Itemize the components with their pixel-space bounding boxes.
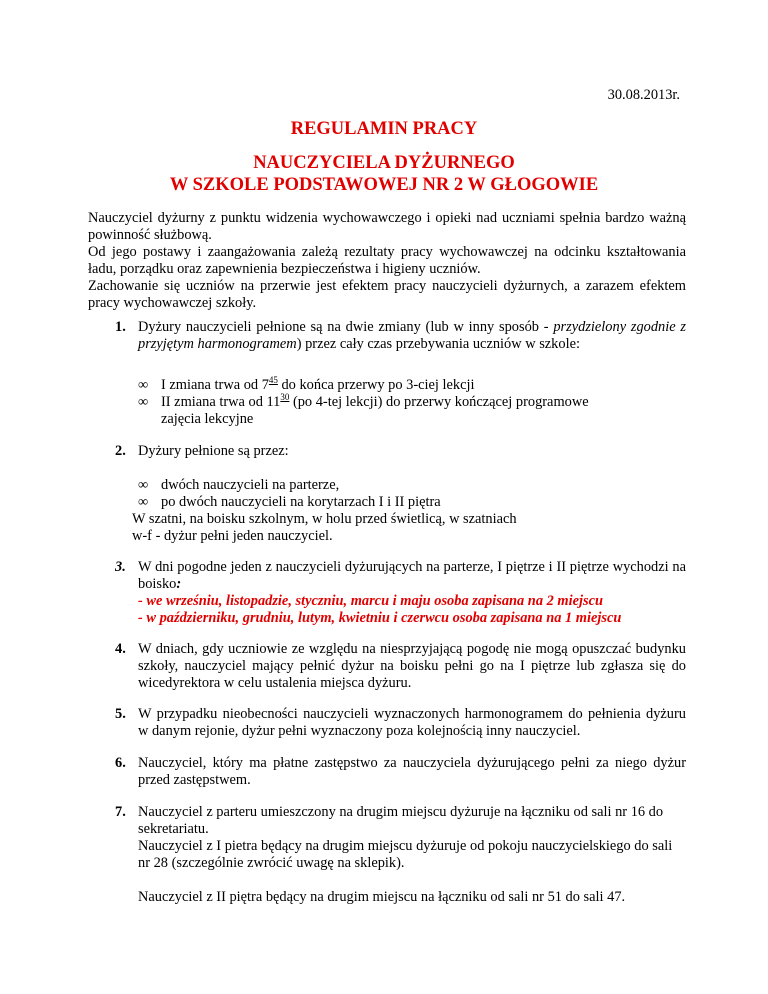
rule-paragraph: Nauczyciel z II piętra będący na drugim miejscu na łączniku od sali nr 51 do sali 47. [138, 889, 626, 905]
red-note-2: - w październiku, grudniu, lutym, kwietniu i czerwcu osoba zapisana na 1 miejscu [138, 610, 622, 626]
rule-item-6 [115, 755, 686, 789]
rule-text: W przypadku nieobecności nauczycieli wyznaczonych harmonogramem do pełnienia dyżuru w danym rejonie, dyżur pełni wyznaczony poza kolejnością inny nauczyciel. [138, 706, 686, 739]
rule-item-3 [115, 559, 686, 627]
rule-text: Dyżury pełnione są przez: [138, 443, 289, 459]
bullet-item [138, 494, 686, 511]
bullet-text: dwóch nauczycieli na parterze, [161, 477, 340, 493]
intro-paragraph-1: Nauczyciel dyżurny z punktu widzenia wychowawczego i opieki nad uczniami spełnia bardzo ważną powinność służbową. [88, 210, 686, 243]
rule-item-1 [115, 319, 686, 353]
rule-note: W szatni, na boisku szkolnym, w holu przed świetlicą, w szatniach w-f - dyżur pełni jeden nauczyciel. [132, 511, 517, 544]
rule-paragraph: Nauczyciel z I pietra będący na drugim miejscu dyżuruje od pokoju nauczycielskiego do sali nr 28 (szczególnie zwrócić uwagę na sklepik). [138, 838, 673, 871]
infinity-bullet-icon: ∞ [138, 494, 149, 510]
time-superscript: 30 [280, 392, 290, 402]
rule-text [115, 559, 686, 627]
bullet-text: (po 4-tej lekcji) do przerwy kończącej programowe [289, 394, 589, 410]
document-title: REGULAMIN PRACY [290, 119, 478, 139]
bullet-text: zajęcia lekcyjne [161, 411, 254, 427]
rule-text [115, 804, 686, 906]
rule-number: 2. [115, 443, 126, 459]
infinity-bullet-icon: ∞ [138, 394, 149, 410]
infinity-bullet-icon: ∞ [138, 377, 149, 393]
bullet-item [138, 377, 686, 394]
bullet-text: do końca przerwy po 3-ciej lekcji [277, 377, 475, 393]
rule-text-part: ) przez cały czas przebywania uczniów w szkole: [296, 336, 580, 352]
intro-section [88, 210, 686, 312]
time-superscript: 45 [268, 375, 278, 385]
bullet-text: po dwóch nauczycieli na korytarzach I i II piętra [161, 494, 441, 510]
rule-text: W dniach, gdy uczniowie ze względu na niesprzyjającą pogodę nie mogą opuszczać budynku szkoły, nauczyciel mający pełnić dyżur na boisku pełni go na I piętrze lub zgłasza się do wicedyrektora w celu ustalenia miejsca dyżuru. [138, 641, 686, 691]
bullet-text: I zmiana trwa od 7 [161, 377, 269, 393]
rule-number: 1. [115, 319, 126, 335]
rule-item-4 [115, 641, 686, 692]
rule-number: 4. [115, 641, 126, 657]
rule-text-part: Dyżury nauczycieli pełnione są na dwie zmiany (lub w inny sposób - [138, 319, 554, 335]
rule-item-7 [115, 804, 686, 906]
rule-number: 3. [115, 559, 126, 575]
document-subtitle [0, 152, 768, 196]
intro-paragraph-3: Zachowanie się uczniów na przerwie jest efektem pracy nauczycieli dyżurnych, a zarazem efektem pracy wychowawczej szkoły. [88, 278, 686, 311]
red-note-1: - we wrześniu, listopadzie, styczniu, marcu i maju osoba zapisana na 2 miejscu [138, 593, 603, 609]
bullet-item [138, 477, 686, 494]
infinity-bullet-icon: ∞ [138, 477, 149, 493]
rule-item-5 [115, 706, 686, 740]
rule-number: 6. [115, 755, 126, 771]
intro-paragraph-2: Od jego postawy i zaangażowania zależą rezultaty pracy wychowawczej na odcinku kształtowania ładu, porządku oraz zapewnienia bezpieczeństwa i higieny uczniów. [88, 244, 686, 277]
document-date: 30.08.2013r. [607, 87, 680, 103]
rule-paragraph: Nauczyciel z parteru umieszczony na drugim miejscu dyżuruje na łączniku od sali nr 16 do sekretariatu. [138, 804, 664, 837]
rule-colon: : [176, 576, 182, 592]
bullet-item [138, 394, 686, 428]
subtitle-line-2: W SZKOLE PODSTAWOWEJ NR 2 W GŁOGOWIE [169, 175, 599, 195]
rule-number: 7. [115, 804, 126, 820]
rule-number: 5. [115, 706, 126, 722]
rule-text-italic: przydzielony zgodnie z przyjętym harmonogramem [138, 319, 686, 352]
rule-item-2 [115, 443, 686, 460]
bullet-text: II zmiana trwa od 11 [161, 394, 281, 410]
rule-text [115, 319, 686, 353]
rule-text-part: W dni pogodne jeden z nauczycieli dyżurujących na parterze, I piętrze i II piętrze wychodzi na boisko [138, 559, 686, 592]
subtitle-line-1: NAUCZYCIELA DYŻURNEGO [253, 153, 515, 173]
rule-text: Nauczyciel, który ma płatne zastępstwo za nauczyciela dyżurującego pełni za niego dyżur przed zastępstwem. [138, 755, 686, 788]
